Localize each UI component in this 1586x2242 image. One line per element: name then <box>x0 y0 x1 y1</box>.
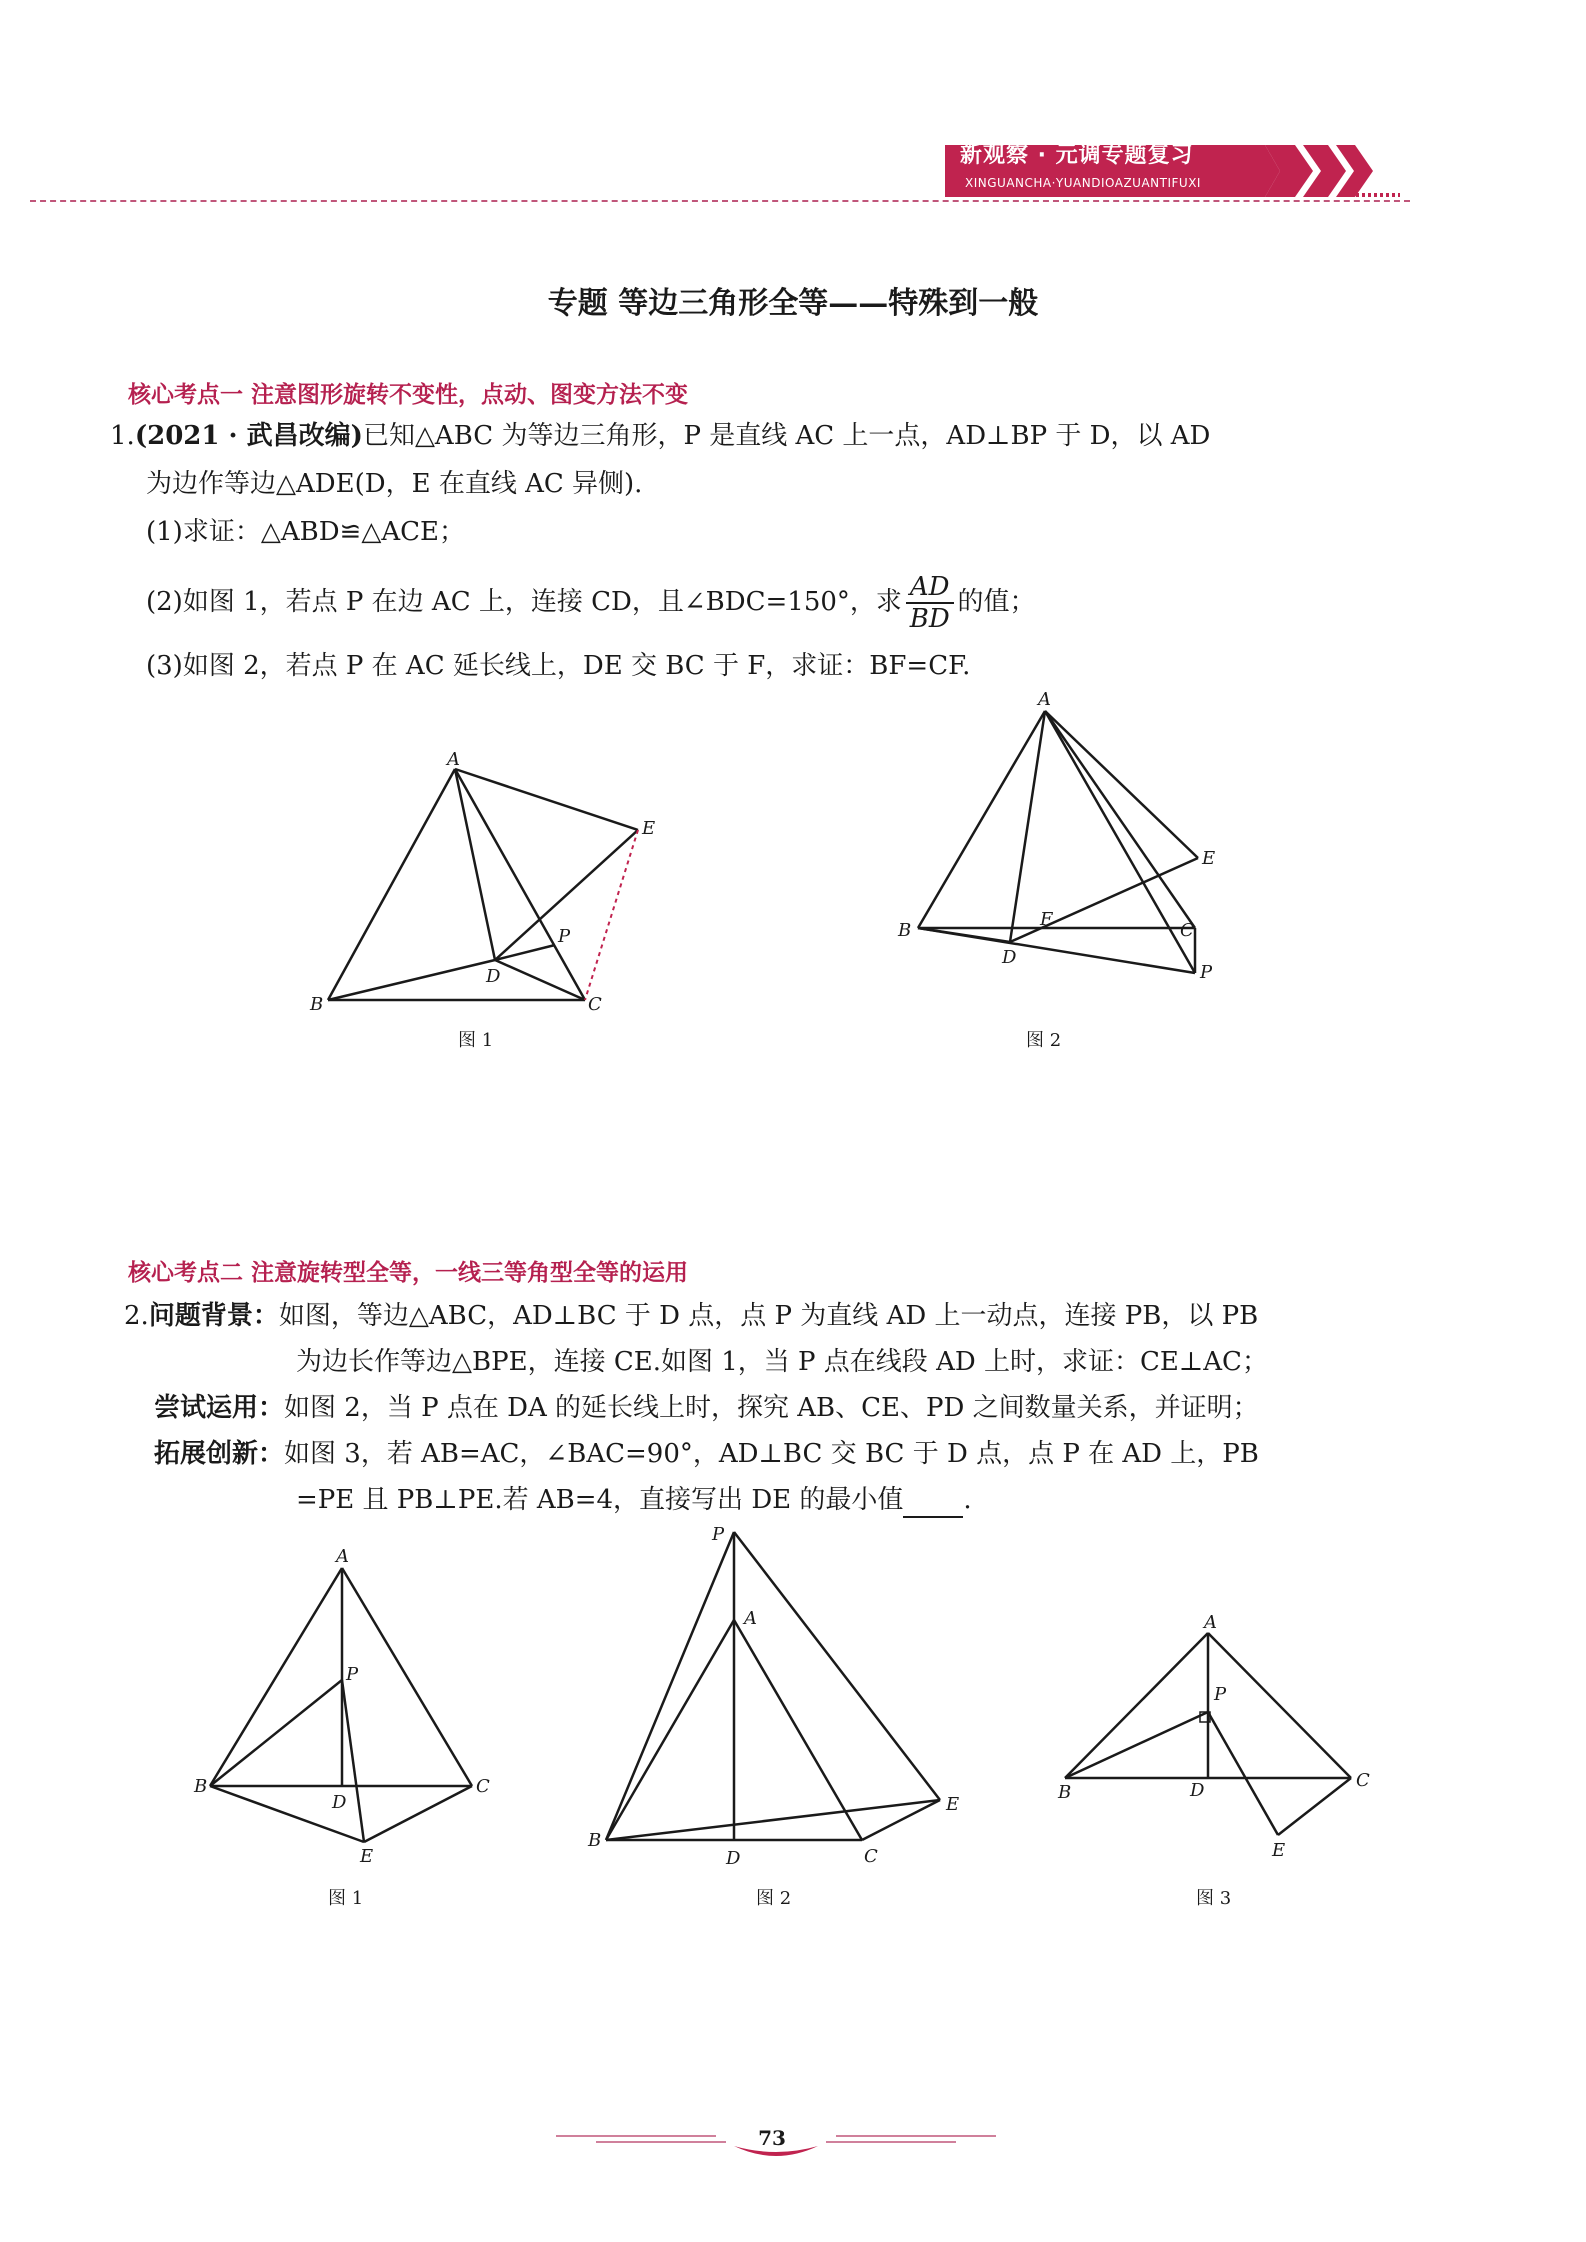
question2-background-line2: 为边长作等边△BPE，连接 CE.如图 1，当 P 点在线段 AD 上时，求证：CE⊥AC； <box>296 1347 1268 1377</box>
q1-figure1 <box>300 750 680 1050</box>
background-text1: 如图，等边△ABC，AD⊥BC 于 D 点，点 P 为直线 AD 上一动点，连接 PB，以 PB <box>278 1301 1259 1331</box>
q2-figure2 <box>578 1520 978 1870</box>
answer-blank <box>903 1492 963 1518</box>
q2-fig3-label-c: C <box>1356 1770 1370 1791</box>
header-subtitle: XINGUANCHA·YUANDIOAZUANTIFUXI <box>965 176 1201 190</box>
question2-extension-line1 <box>154 1436 1259 1472</box>
q2-fig1-label-d: D <box>332 1792 347 1813</box>
q2-fig3-label-a: A <box>1204 1612 1217 1633</box>
question2-background-line1 <box>124 1298 1258 1334</box>
question2-extension-line2 <box>296 1482 972 1518</box>
question1-part2 <box>146 572 1036 634</box>
fig2-label-e: E <box>1202 848 1216 869</box>
extension-text3: . <box>963 1485 972 1515</box>
q2-fig1-label-a: A <box>336 1546 349 1567</box>
q2-fig2-label-e: E <box>946 1794 960 1815</box>
extension-text1: 如图 3，若 AB=AC，∠BAC=90°，AD⊥BC 交 BC 于 D 点，点 P 在 AD 上，PB <box>284 1439 1259 1469</box>
try-text: 如图 2，当 P 点在 DA 的延长线上时，探究 AB、CE、PD 之间数量关系，并证明； <box>284 1393 1259 1423</box>
extension-text2: =PE 且 PB⊥PE.若 AB=4，直接写出 DE 的最小值 <box>296 1485 904 1515</box>
q2-fig2-label-c: C <box>864 1846 878 1867</box>
q1-figure1-caption: 图 1 <box>458 1030 494 1051</box>
part2-text-a: (2)如图 1，若点 P 在边 AC 上，连接 CD，且∠BDC=150°，求 <box>146 587 902 617</box>
q2-figure3-caption: 图 3 <box>1196 1888 1232 1909</box>
question1-line1 <box>110 418 1210 454</box>
fig2-label-f: F <box>1040 909 1053 930</box>
fig1-label-p: P <box>558 926 571 947</box>
fig1-label-a: A <box>447 750 460 770</box>
q2-fig2-label-d: D <box>726 1848 741 1869</box>
q2-figure1-caption: 图 1 <box>328 1888 364 1909</box>
q2-fig2-label-p: P <box>712 1524 725 1545</box>
q2-figure3 <box>1040 1600 1400 1870</box>
section1-heading: 核心考点一 注意图形旋转不变性，点动、图变方法不变 <box>128 382 689 408</box>
q2-fig3-label-e: E <box>1272 1840 1286 1861</box>
question2-number: 2. <box>124 1301 149 1331</box>
question1-text1: 已知△ABC 为等边三角形，P 是直线 AC 上一点，AD⊥BP 于 D，以 AD <box>362 421 1211 451</box>
fig1-label-b: B <box>310 994 324 1015</box>
part2-text-b: 的值； <box>957 587 1036 617</box>
fig2-label-p: P <box>1200 962 1213 983</box>
try-label: 尝试运用： <box>154 1393 285 1423</box>
q1-figure2-caption: 图 2 <box>1026 1030 1062 1051</box>
fraction-denominator: BD <box>909 604 950 634</box>
question1-number: 1. <box>110 421 135 451</box>
fig2-label-a: A <box>1038 689 1051 710</box>
q2-figure2-caption: 图 2 <box>756 1888 792 1909</box>
q2-fig3-label-b: B <box>1058 1782 1072 1803</box>
q2-figure1 <box>180 1540 510 1870</box>
q2-fig1-label-b: B <box>194 1776 208 1797</box>
q2-fig1-label-c: C <box>476 1776 490 1797</box>
fig2-label-c: C <box>1180 920 1194 941</box>
q2-fig1-label-e: E <box>360 1846 374 1867</box>
question1-part1: (1)求证：△ABD≌△ACE； <box>146 517 465 547</box>
question1-line2: 为边作等边△ADE(D，E 在直线 AC 异侧). <box>146 469 643 499</box>
fig1-label-d: D <box>486 966 501 987</box>
section2-heading: 核心考点二 注意旋转型全等，一线三等角型全等的运用 <box>128 1260 689 1286</box>
fig1-label-e: E <box>642 818 656 839</box>
fraction-numerator: AD <box>906 572 954 604</box>
extension-label: 拓展创新： <box>154 1439 285 1469</box>
page-number: 73 <box>758 2126 786 2150</box>
q2-fig3-label-p: P <box>1214 1684 1227 1705</box>
header-title: 新观察 · 元调专题复习 <box>960 143 1194 168</box>
fig2-label-d: D <box>1002 947 1017 968</box>
q2-fig3-label-d: D <box>1190 1780 1205 1801</box>
question2-try <box>154 1390 1259 1426</box>
fig2-label-b: B <box>898 920 912 941</box>
q2-fig2-label-a: A <box>744 1608 757 1629</box>
question1-part3: (3)如图 2，若点 P 在 AC 延长线上，DE 交 BC 于 F，求证：BF=CF. <box>146 651 971 681</box>
q2-fig1-label-p: P <box>346 1664 359 1685</box>
page-title: 专题 等边三角形全等——特殊到一般 <box>547 286 1039 321</box>
background-label: 问题背景： <box>148 1301 279 1331</box>
question1-source: (2021 · 武昌改编) <box>134 421 363 451</box>
ad-over-bd-fraction <box>906 572 954 634</box>
fig1-label-c: C <box>588 994 602 1015</box>
header-divider <box>30 200 1410 202</box>
q1-figure2 <box>890 680 1250 1000</box>
q2-fig2-label-b: B <box>588 1830 602 1851</box>
